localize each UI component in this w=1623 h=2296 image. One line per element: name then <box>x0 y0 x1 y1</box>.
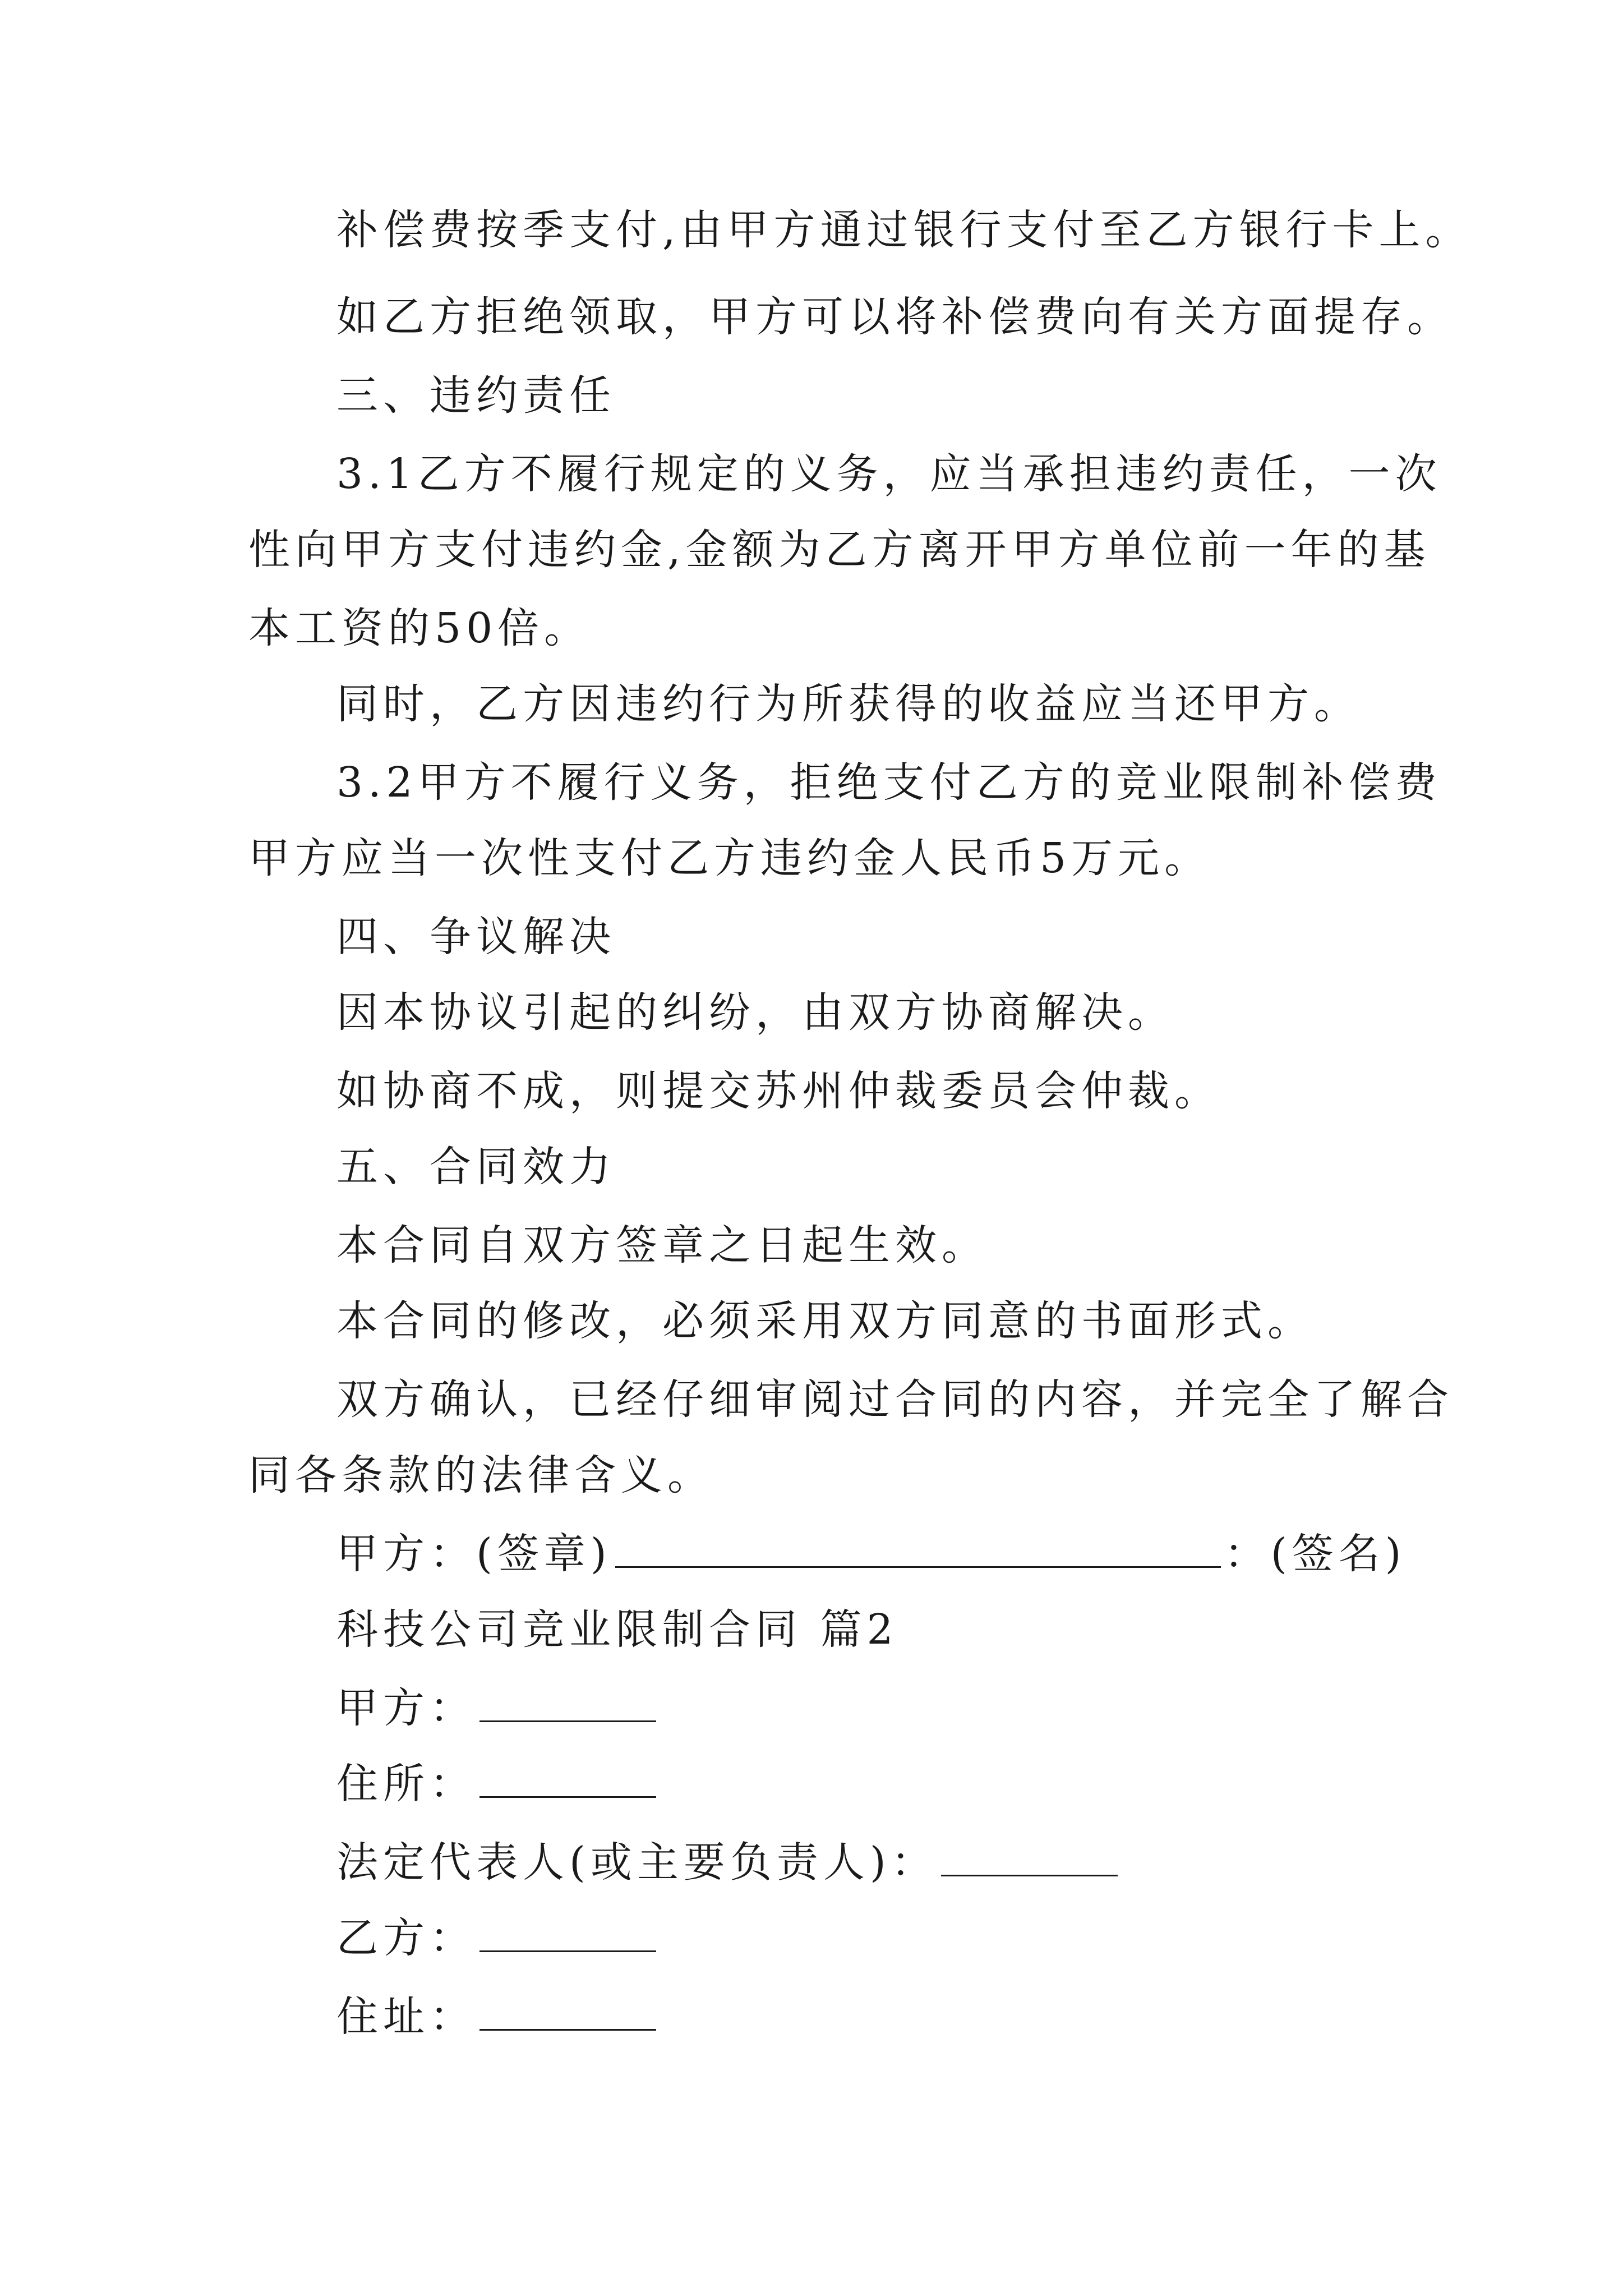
field-legal-representative <box>336 1834 1121 1890</box>
section-heading: 四、争议解决 <box>336 913 616 961</box>
paragraph-line: 补偿费按季支付,由甲方通过银行支付至乙方银行卡上。 <box>336 206 1472 254</box>
section-title: 科技公司竞业限制合同 篇2 <box>336 1605 898 1654</box>
signature-name-label: ：(签名) <box>1224 1530 1407 1578</box>
paragraph-line: 如协商不成，则提交苏州仲裁委员会仲裁。 <box>336 1067 1221 1115</box>
field-residence <box>336 1756 660 1812</box>
paragraph-line: 本合同的修改，必须采用双方同意的书面形式。 <box>336 1297 1314 1345</box>
field-party-a <box>336 1680 660 1736</box>
paragraph-line: 3.1乙方不履行规定的义务，应当承担违约责任，一次 <box>336 450 1442 498</box>
field-blank <box>941 1835 1118 1876</box>
signature-line <box>336 1526 1407 1582</box>
field-label: 法定代表人(或主要负责人)： <box>336 1838 938 1887</box>
section-heading: 五、合同效力 <box>336 1143 616 1191</box>
signature-party-a-label: 甲方：(签章) <box>336 1530 612 1578</box>
field-address <box>336 1989 660 2045</box>
field-label: 乙方： <box>336 1914 476 1962</box>
field-label: 甲方： <box>336 1684 476 1732</box>
field-blank <box>479 1681 656 1722</box>
paragraph-line: 双方确认，已经仔细审阅过合同的内容，并完全了解合 <box>336 1375 1454 1424</box>
field-blank <box>479 1990 656 2031</box>
paragraph-line: 甲方应当一次性支付乙方违约金人民币5万元。 <box>248 834 1211 882</box>
paragraph-line: 本合同自双方签章之日起生效。 <box>336 1221 988 1269</box>
signature-blank <box>615 1527 1221 1568</box>
section-heading: 三、违约责任 <box>336 371 616 420</box>
paragraph-line: 因本协议引起的纠纷，由双方协商解决。 <box>336 988 1174 1037</box>
field-party-b <box>336 1910 660 1966</box>
paragraph-line: 同各条款的法律含义。 <box>248 1451 714 1499</box>
field-blank <box>479 1911 656 1952</box>
paragraph-line: 本工资的50倍。 <box>248 604 591 652</box>
paragraph-line: 性向甲方支付违约金,金额为乙方离开甲方单位前一年的基 <box>248 526 1431 574</box>
field-label: 住所： <box>336 1760 476 1808</box>
paragraph-line: 3.2甲方不履行义务，拒绝支付乙方的竞业限制补偿费 <box>336 758 1442 807</box>
paragraph-line: 如乙方拒绝领取，甲方可以将补偿费向有关方面提存。 <box>336 293 1454 341</box>
field-blank <box>479 1757 656 1798</box>
paragraph-line: 同时，乙方因违约行为所获得的收益应当还甲方。 <box>336 680 1361 728</box>
field-label: 住址： <box>336 1993 476 2041</box>
